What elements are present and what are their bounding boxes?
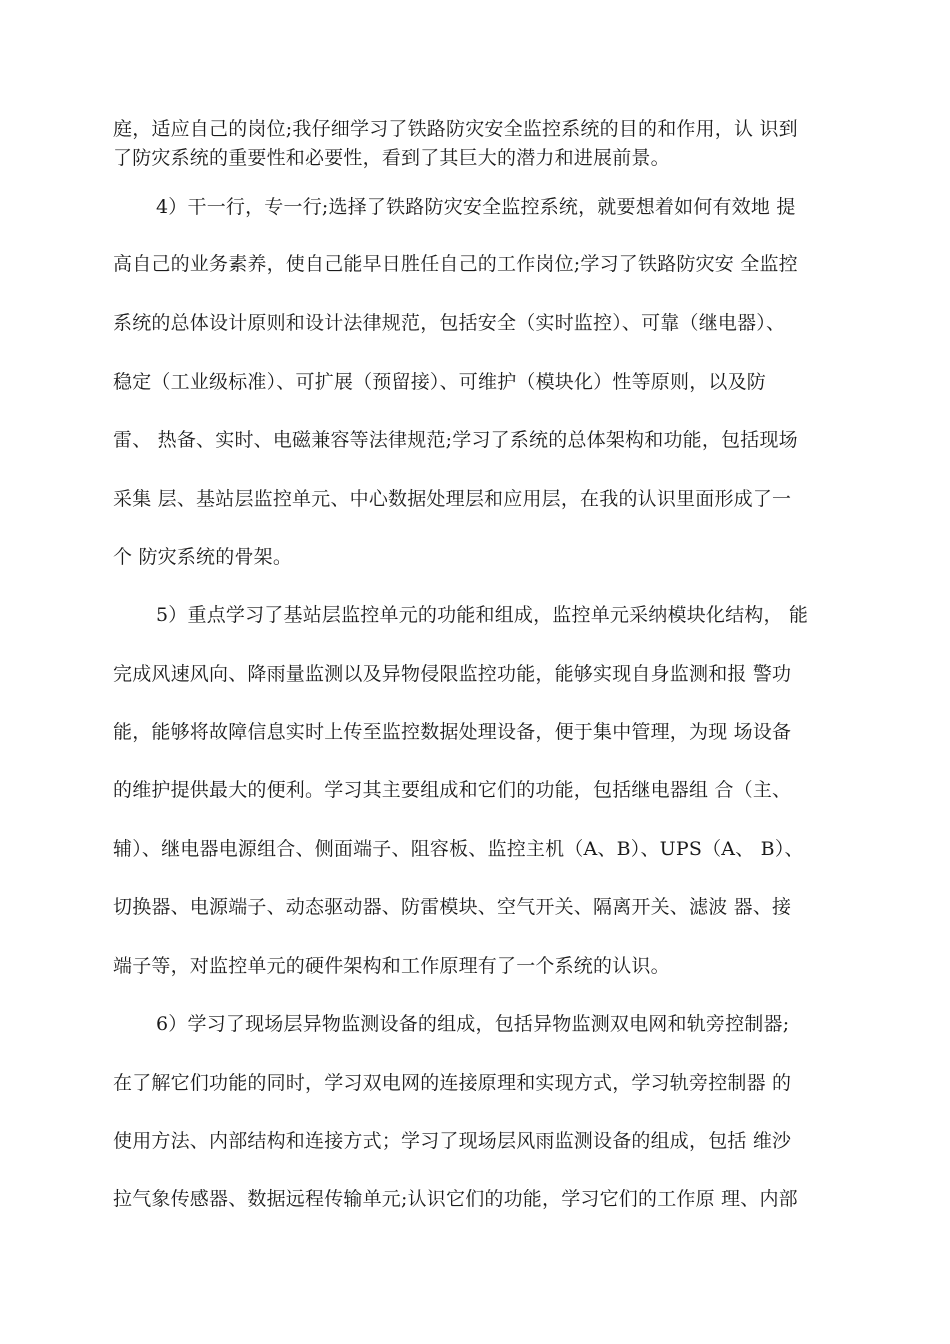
text-line: 在了解它们功能的同时，学习双电网的连接原理和实现方式，学习轨旁控制器 的 xyxy=(113,1072,792,1094)
text-line: 庭，适应自己的岗位;我仔细学习了铁路防灾安全监控系统的目的和作用，认 识到 xyxy=(113,118,798,140)
text-line: 了防灾系统的重要性和必要性，看到了其巨大的潜力和进展前景。 xyxy=(113,147,670,169)
text-line: 5）重点学习了基站层监控单元的功能和组成，监控单元采纳模块化结构， 能 xyxy=(156,604,809,626)
text-line: 高自己的业务素养，使自己能早日胜任自己的工作岗位;学习了铁路防灾安 全监控 xyxy=(113,253,798,275)
text-line: 切换器、电源端子、动态驱动器、防雷模块、空气开关、隔离开关、滤波 器、接 xyxy=(113,896,792,918)
text-line: 端子等，对监控单元的硬件架构和工作原理有了一个系统的认识。 xyxy=(113,955,670,977)
text-line: 采集 层、基站层监控单元、中心数据处理层和应用层，在我的认识里面形成了一 xyxy=(113,488,792,510)
text-line: 4）干一行，专一行;选择了铁路防灾安全监控系统，就要想着如何有效地 提 xyxy=(156,196,796,218)
text-line: 的维护提供最大的便利。学习其主要组成和它们的功能，包括继电器组 合（主、 xyxy=(113,779,792,801)
text-line: 能，能够将故障信息实时上传至监控数据处理设备，便于集中管理，为现 场设备 xyxy=(113,721,792,743)
text-line: 个 防灾系统的骨架。 xyxy=(113,546,293,568)
text-line: 雷、 热备、实时、电磁兼容等法律规范;学习了系统的总体架构和功能，包括现场 xyxy=(113,429,798,451)
text-line: 使用方法、内部结构和连接方式；学习了现场层风雨监测设备的组成，包括 维沙 xyxy=(113,1130,792,1152)
text-line: 稳定（工业级标准）、可扩展（预留接）、可维护（模块化）性等原则，以及防 xyxy=(113,371,767,393)
text-line: 系统的总体设计原则和设计法律规范，包括安全（实时监控）、可靠（继电器）、 xyxy=(113,312,786,334)
text-line: 完成风速风向、降雨量监测以及异物侵限监控功能，能够实现自身监测和报 警功 xyxy=(113,663,792,685)
text-line: 辅）、继电器电源组合、侧面端子、阻容板、监控主机（A、B）、UPS（A、 B）、 xyxy=(113,838,804,860)
text-line: 6）学习了现场层异物监测设备的组成，包括异物监测双电网和轨旁控制器; xyxy=(156,1013,790,1035)
text-line: 拉气象传感器、数据远程传输单元;认识它们的功能，学习它们的工作原 理、内部 xyxy=(113,1188,798,1210)
